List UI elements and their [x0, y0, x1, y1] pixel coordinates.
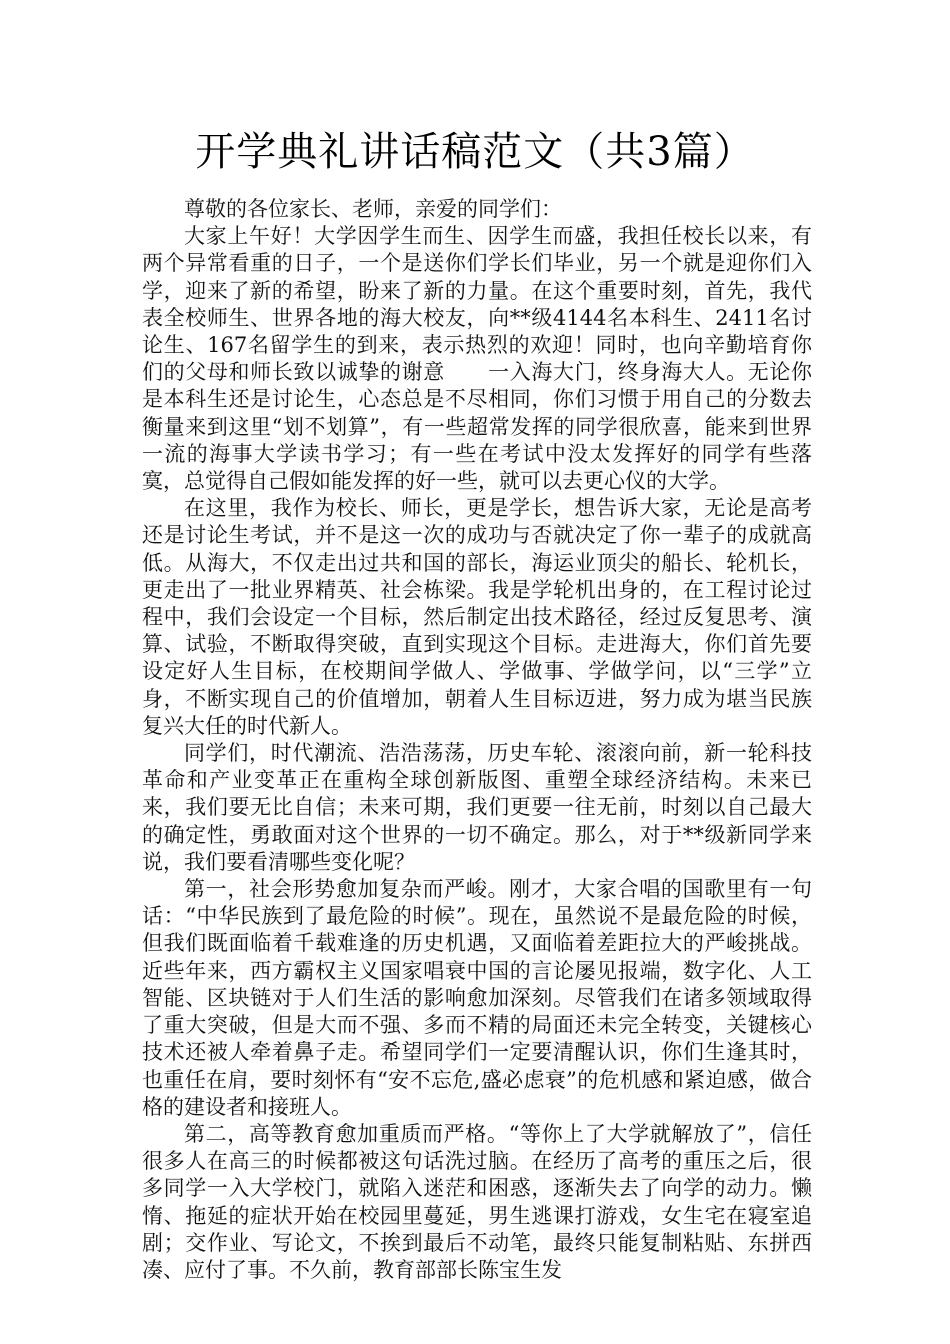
body-paragraph: 大家上午好！大学因学生而生、因学生而盛，我担任校长以来，有两个异常看重的日子，一个是送你们学长们毕业，另一个就是迎你们入学，迎来了新的希望，盼来了新的力量。在这个重要时刻，首先，我代表全校师生、世界各地的海大校友，向**级4144名本科生、2411名讨论生、167名留学生的到来，表示热烈的欢迎！同时，也向辛勤培育你们的父母和师长致以诚挚的谢意 一入海大门，终身海大人。无论你是本科生还是讨论生，心态总是不尽相同，你们习惯于用自己的分数去衡量来到这里“划不划算”，有一些超常发挥的同学很欣喜，能来到世界一流的海事大学读书学习；有一些在考试中没太发挥好的同学有些落寞，总觉得自己假如能发挥的好一些，就可以去更心仪的大学。 — [142, 224, 812, 494]
document-title: 开学典礼讲话稿范文（共3篇） — [195, 129, 755, 175]
body-paragraph: 第二，高等教育愈加重质而严格。“等你上了大学就解放了”，信任很多人在高三的时候都被这句话洗过脑。在经历了高考的重压之后，很多同学一入大学校门，就陷入迷茫和困惑，逐渐失去了向学的动力。懒惰、拖延的症状开始在校园里蔓延，男生逃课打游戏，女生宅在寝室追剧；交作业、写论文，不挨到最后不动笔，最终只能复制粘贴、东拼西凑、应付了事。不久前，教育部部长陈宝生发 — [142, 1121, 812, 1282]
body-paragraph: 第一，社会形势愈加复杂而严峻。刚才，大家合唱的国歌里有一句话：“中华民族到了最危险的时候”。现在，虽然说不是最危险的时候，但我们既面临着千载难逢的历史机遇，又面临着差距拉大的严峻挑战。近些年来，西方霸权主义国家唱衰中国的言论屡见报端，数字化、人工智能、区块链对于人们生活的影响愈加深刻。尽管我们在诸多领域取得了重大突破，但是大而不强、多而不精的局面还未完全转变，关键核心技术还被人牵着鼻子走。希望同学们一定要清醒认识，你们生逢其时，也重任在肩，要时刻怀有“安不忘危,盛必虑衰”的危机感和紧迫感，做合格的建设者和接班人。 — [142, 877, 812, 1119]
body-paragraph: 同学们，时代潮流、浩浩荡荡，历史车轮、滚滚向前，新一轮科技革命和产业变革正在重构全球创新版图、重塑全球经济结构。未来已来，我们要无比自信；未来可期，我们更要一往无前，时刻以自己最大的确定性，勇敢面对这个世界的一切不确定。那么，对于**级新同学来说，我们要看清哪些变化呢？ — [142, 741, 812, 874]
body-paragraph: 在这里，我作为校长、师长，更是学长，想告诉大家，无论是高考还是讨论生考试，并不是这一次的成功与否就决定了你一辈子的成就高低。从海大，不仅走出过共和国的部长，海运业顶尖的船长、轮机长，更走出了一批业界精英、社会栋梁。我是学轮机出身的，在工程讨论过程中，我们会设定一个目标，然后制定出技术路径，经过反复思考、演算、试验，不断取得突破，直到实现这个目标。走进海大，你们首先要设定好人生目标，在校期间学做人、学做事、学做学问，以“三学”立身，不断实现自己的价值增加，朝着人生目标迈进，努力成为堪当民族复兴大任的时代新人。 — [142, 496, 812, 738]
salutation-paragraph: 尊敬的各位家长、老师，亲爱的同学们： — [184, 197, 562, 221]
document-body — [142, 196, 812, 1284]
